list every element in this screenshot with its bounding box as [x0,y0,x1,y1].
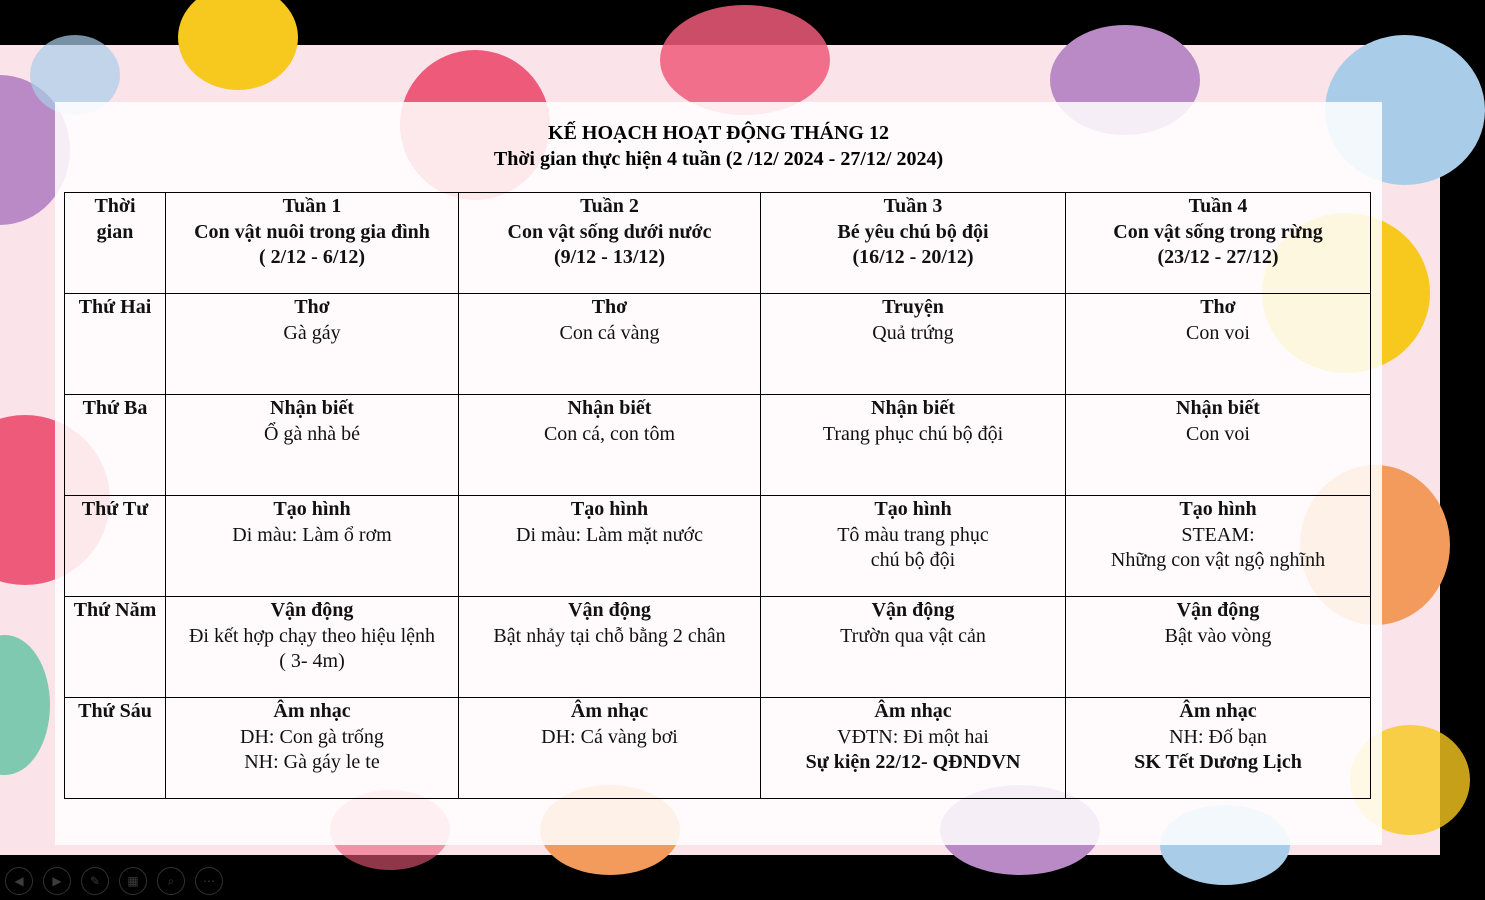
activity-detail: Trang phục chú bộ đội [822,422,1004,445]
activity-cell [1066,698,1371,799]
activity-subject: Tuần 4 [1188,195,1248,217]
activity-cell [761,395,1066,496]
activity-cell [1066,395,1371,496]
activity-detail: (23/12 - 27/12) [1157,246,1279,268]
more-options-icon[interactable]: ⋯ [195,867,223,895]
week-header-1 [166,193,459,294]
activity-detail: Di màu: Làm ổ rơm [232,523,392,546]
activity-subject: Tuần 3 [883,195,943,217]
activity-detail: Trườn qua vật cản [840,624,986,647]
activity-subject: Nhận biết [871,397,955,419]
activity-detail: NH: Gà gáy le te [244,751,380,773]
event-label: Sự kiện 22/12- QĐNDVN [805,751,1021,773]
decor-dot [0,635,50,775]
activity-subject: Thơ [294,296,330,318]
activity-detail: Tô màu trang phục [837,523,989,546]
activity-subject: Thơ [1200,296,1236,318]
activity-subject: Vận động [568,599,651,621]
activity-detail: DH: Cá vàng bơi [541,725,678,748]
activity-detail: Con voi [1186,422,1250,445]
activity-cell [459,597,761,698]
day-label: Thứ Tư [65,496,166,597]
activity-detail: chú bộ đội [870,549,956,571]
activity-detail: STEAM: [1181,523,1255,546]
activity-detail: DH: Con gà trống [240,725,384,748]
page-title-block [55,120,1382,172]
activity-cell [761,294,1066,395]
activity-subject: Tạo hình [570,498,649,520]
activity-cell [761,698,1066,799]
day-label: Thứ Sáu [65,698,166,799]
activity-cell [459,395,761,496]
activity-detail: Con cá vàng [559,321,660,344]
activity-cell [459,496,761,597]
decor-dot [178,0,298,90]
activity-detail: Quả trứng [872,321,954,344]
activity-subject: Tạo hình [1179,498,1257,520]
activity-detail: ( 3- 4m) [279,650,345,672]
activity-subject: Bé yêu chú bộ đội [837,220,989,243]
activity-detail: (16/12 - 20/12) [852,246,974,268]
activity-detail: VĐTN: Đi một hai [837,725,989,748]
table-row [65,294,1371,395]
activity-detail: Con voi [1186,321,1250,344]
activity-cell [166,597,459,698]
next-slide-icon[interactable]: ▶ [43,867,71,895]
day-label: Thứ Ba [65,395,166,496]
activity-subject: Vận động [1176,599,1260,621]
activity-subject: Tuần 2 [580,195,639,217]
activity-detail: Gà gáy [283,321,341,344]
activity-subject: Con vật sống dưới nước [507,220,712,243]
activity-subject: Vận động [270,599,354,621]
activity-cell [459,698,761,799]
activity-cell [166,496,459,597]
week-header-2 [459,193,761,294]
day-label: Thứ Năm [65,597,166,698]
activity-subject: Nhận biết [270,397,354,419]
table-row [65,395,1371,496]
pen-icon[interactable]: ✎ [81,867,109,895]
page-title: KẾ HOẠCH HOẠT ĐỘNG THÁNG 12 [548,122,889,144]
activity-cell [1066,597,1371,698]
activity-detail: Bật nhảy tại chỗ bằng 2 chân [493,624,726,647]
activity-subject: Tuần 1 [282,195,342,217]
presentation-slide [0,45,1440,888]
previous-slide-icon[interactable]: ◀ [5,867,33,895]
activity-detail: Ổ gà nhà bé [263,422,361,445]
activity-cell [761,597,1066,698]
activity-subject: gian [96,220,134,243]
activity-detail: ( 2/12 - 6/12) [258,246,366,268]
activity-detail: Những con vật ngộ nghĩnh [1110,549,1326,571]
activity-detail: (9/12 - 13/12) [553,246,666,268]
decor-dot [660,5,830,115]
event-label: SK Tết Dương Lịch [1134,751,1302,773]
activity-subject: Tạo hình [273,498,351,520]
activity-subject: Nhận biết [567,397,652,419]
activity-detail: Di màu: Làm mặt nước [516,523,703,546]
activity-subject: Thơ [591,296,628,318]
activity-subject: Âm nhạc [1179,700,1257,722]
activity-cell [166,698,459,799]
activity-cell [761,496,1066,597]
activity-detail: NH: Đố bạn [1169,725,1267,748]
activity-detail: Con cá, con tôm [543,422,676,445]
activity-detail: Bật vào vòng [1164,624,1272,647]
activity-subject: Âm nhạc [570,700,649,722]
day-label: Thứ Hai [65,294,166,395]
activity-cell [1066,496,1371,597]
activity-subject: Nhận biết [1176,397,1260,419]
activity-plan-table [64,192,1371,799]
activity-subject: Con vật nuôi trong gia đình [194,220,430,243]
page-subtitle: Thời gian thực hiện 4 tuần (2 /12/ 2024 - 27/12/ 2024) [493,148,944,170]
content-card [55,102,1382,845]
activity-subject: Âm nhạc [874,700,952,722]
activity-subject: Thời [94,195,136,217]
table-row [65,698,1371,799]
table-row [65,496,1371,597]
activity-subject: Truyện [882,296,944,318]
activity-subject: Âm nhạc [273,700,351,722]
table-row [65,597,1371,698]
activity-subject: Tạo hình [874,498,952,520]
activity-subject: Vận động [871,599,955,621]
week-header-3 [761,193,1066,294]
activity-cell [459,294,761,395]
activity-subject: Con vật sống trong rừng [1113,220,1323,243]
activity-cell [1066,294,1371,395]
activity-cell [166,294,459,395]
corner-header-cell [65,193,166,294]
table-header-row [65,193,1371,294]
activity-cell [166,395,459,496]
zoom-icon[interactable]: ⌕ [157,867,185,895]
week-header-4 [1066,193,1371,294]
slide-sorter-icon[interactable]: ▦ [119,867,147,895]
activity-detail: Đi kết hợp chạy theo hiệu lệnh [188,624,436,647]
